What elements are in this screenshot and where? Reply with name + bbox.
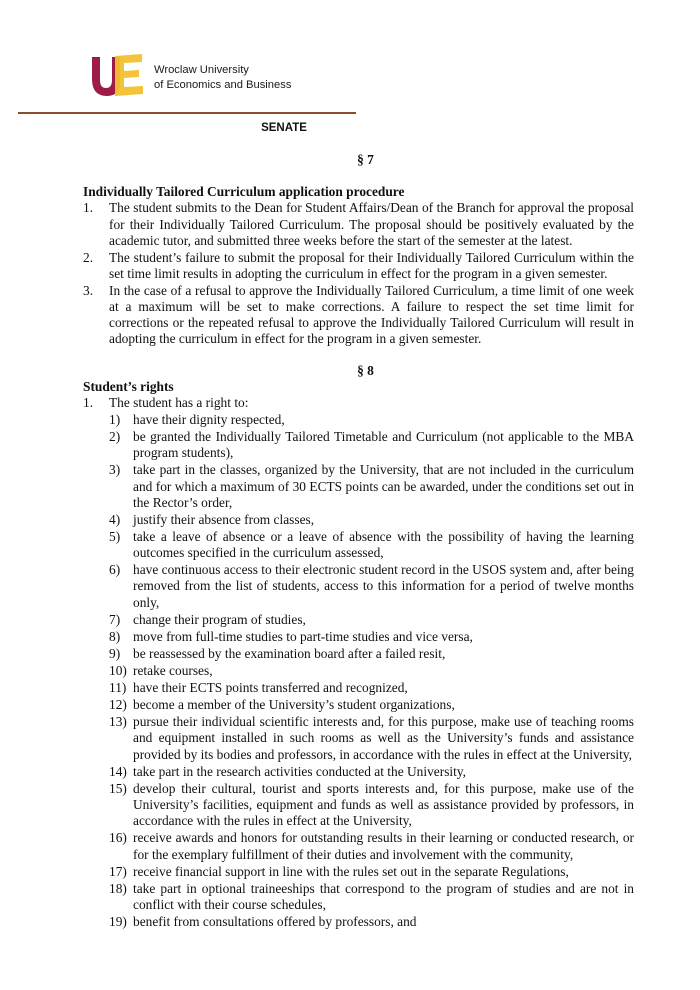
- sublist-item-text: justify their absence from classes,: [133, 511, 315, 527]
- sublist-item: [109, 429, 634, 461]
- list-item-number: 1.: [83, 200, 94, 216]
- sublist-item-text: receive awards and honors for outstanding results in their learning or conducted research, or for the exemplary fulfillment of their duties and involvement with the community,: [133, 830, 634, 862]
- sublist-item: [109, 462, 634, 511]
- sublist-item: [109, 697, 634, 713]
- sublist-item-text: have their ECTS points transferred and recognized,: [133, 680, 408, 696]
- sublist-item-text: take a leave of absence or a leave of absence with the possibility of having the learning outcomes specified in the curriculum assessed,: [133, 528, 634, 561]
- sublist-item-number: 13): [109, 714, 127, 730]
- sublist-item-text: become a member of the University’s student organizations,: [133, 697, 455, 713]
- list-item-number: 2.: [83, 249, 94, 265]
- sublist-item-number: 19): [109, 914, 127, 930]
- list-item-text: The student has a right to:: [109, 395, 249, 411]
- sublist-item-number: 8): [109, 628, 121, 644]
- sublist-item-text: take part in the research activities conducted at the University,: [133, 763, 467, 779]
- sublist-item-number: 7): [109, 611, 121, 627]
- section-8-mark: § 8: [357, 362, 374, 378]
- list-item-number: 3.: [83, 282, 94, 298]
- sublist-item-text: receive financial support in line with the rules set out in the separate Regulations,: [133, 863, 569, 879]
- list-item: [83, 250, 634, 282]
- sublist-item-number: 16): [109, 830, 127, 846]
- sublist-item-text: take part in optional traineeships that correspond to the program of studies and are not in conflict with their course schedules,: [133, 880, 634, 912]
- sublist-item-number: 11): [109, 680, 127, 696]
- header-divider: [18, 112, 356, 114]
- sublist-item: [109, 881, 634, 913]
- sublist-item-number: 10): [109, 662, 127, 678]
- sublist-item-text: be granted the Individually Tailored Timetable and Curriculum (not applicable to the MBA program students),: [133, 429, 634, 461]
- sublist-item-text: benefit from consultations offered by professors, and: [133, 914, 417, 930]
- sublist-item-text: be reassessed by the examination board after a failed resit,: [133, 645, 446, 661]
- sublist-item: [109, 663, 634, 679]
- sublist-item-number: 5): [109, 528, 121, 544]
- sublist-item: [109, 512, 634, 528]
- sublist-item-text: take part in the classes, organized by the University, that are not included in the curriculum and for which a maximum of 30 ECTS points can be awarded, under the conditions set out in the Rector’s order,: [133, 462, 634, 510]
- sublist-item-number: 3): [109, 462, 121, 478]
- sublist-item-number: 4): [109, 511, 121, 527]
- sublist-item: [109, 781, 634, 830]
- sublist-item-number: 14): [109, 763, 127, 779]
- list-item: [83, 395, 634, 411]
- sublist-item-number: 1): [109, 411, 121, 427]
- list-item-text: The student submits to the Dean for Student Affairs/Dean of the Branch for approval the proposal for their Individually Tailored Curriculum. The proposal should be positively evaluated by the academic tutor, and submitted three weeks before the start of the semester at the latest.: [109, 200, 634, 248]
- sublist-item-number: 12): [109, 697, 127, 713]
- list-item-text: In the case of a refusal to approve the Individually Tailored Curriculum, a time limit of one week at a maximum will be set to make corrections. A failure to respect the set time limit for corrections or the repeated refusal to approve the Individually Tailored Curriculum will result in adopting the curriculum in effect for the program in a given semester.: [109, 282, 634, 347]
- document-body: [83, 152, 634, 931]
- sublist-item: [109, 629, 634, 645]
- sublist-item-text: change their program of studies,: [133, 611, 306, 627]
- sublist-item-text: have continuous access to their electronic student record in the USOS system and, after being removed from the list of students, access to this information for a period of twelve months only,: [133, 562, 634, 610]
- list-item: [83, 283, 634, 348]
- sublist-item-number: 2): [109, 429, 121, 444]
- university-header: [90, 52, 350, 102]
- university-logo: [90, 52, 144, 100]
- list-item-text: The student’s failure to submit the proposal for their Individually Tailored Curriculum within the set time limit results in adopting the curriculum in effect for the program in a given semester.: [109, 249, 634, 281]
- sublist-item: [109, 764, 634, 780]
- sublist-item: [109, 864, 634, 880]
- sublist-item-number: 17): [109, 863, 127, 879]
- sublist-item-number: 9): [109, 645, 121, 661]
- university-name: [154, 63, 291, 93]
- sublist-item-number: 15): [109, 780, 127, 796]
- sublist-item: [109, 612, 634, 628]
- sublist-item: [109, 529, 634, 561]
- sublist-item-text: have their dignity respected,: [133, 411, 285, 427]
- sublist-item: [109, 646, 634, 662]
- sublist-item: [109, 914, 634, 930]
- sublist-item-text: develop their cultural, tourist and sports interests and, for this purpose, make use of the University’s facilities, equipment and funds as well as assistance provided by professors, in accordance with the rules in effect at the University,: [133, 780, 634, 829]
- sublist-item-text: retake courses,: [133, 662, 213, 678]
- sublist-item-number: 18): [109, 880, 127, 896]
- sublist-item-text: move from full-time studies to part-time studies and vice versa,: [133, 628, 473, 644]
- sublist-item: [109, 680, 634, 696]
- university-name-line1: Wroclaw University: [154, 64, 249, 76]
- section-7-mark: § 7: [357, 152, 374, 167]
- senate-heading: SENATE: [261, 122, 307, 134]
- list-item-number: 1.: [83, 395, 94, 411]
- sublist-item-number: 6): [109, 562, 121, 578]
- section-7-title: Individually Tailored Curriculum application procedure: [83, 184, 405, 200]
- student-rights-list: [83, 412, 634, 930]
- section-7-list: [83, 200, 634, 347]
- sublist-item: [109, 714, 634, 763]
- sublist-item: [109, 830, 634, 862]
- sublist-item: [109, 562, 634, 611]
- section-8-title: Student’s rights: [83, 378, 174, 394]
- list-item: [83, 200, 634, 249]
- sublist-item: [109, 412, 634, 428]
- university-name-line2: of Economics and Business: [154, 79, 292, 91]
- sublist-item-text: pursue their individual scientific interests and, for this purpose, make use of teaching rooms and equipment installed in such rooms as well as the University’s funds and assistance provided by its bodies and professors, in accordance with the rules in effect at the University,: [133, 714, 634, 762]
